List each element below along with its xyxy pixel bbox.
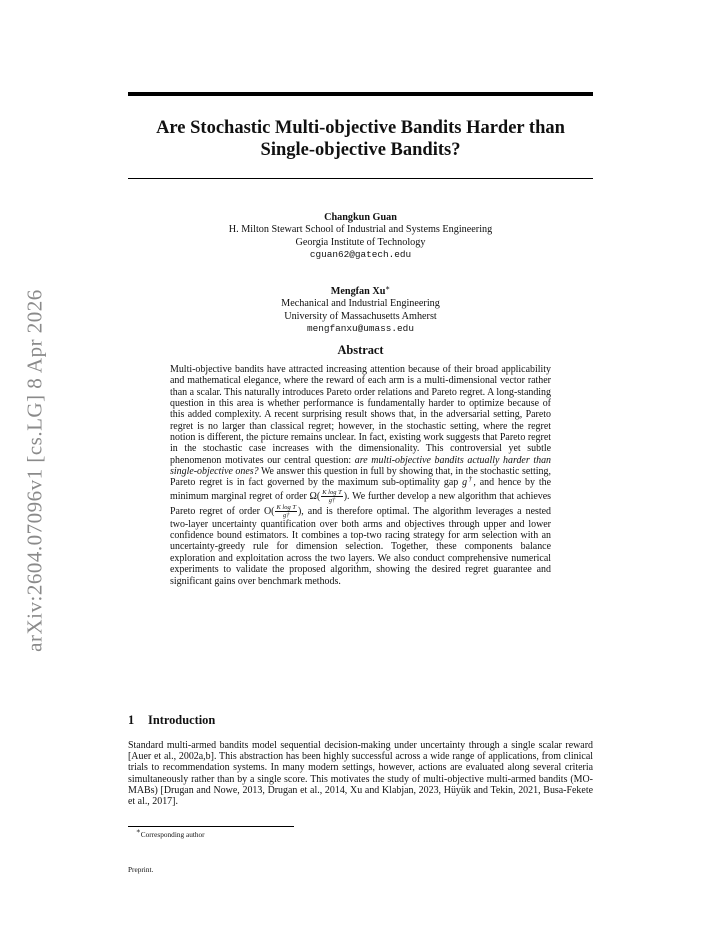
author-block-2 [128,286,593,336]
author-email[interactable]: mengfanxu@umass.edu [307,323,414,335]
author-institution: University of Massachusetts Amherst [284,310,437,322]
author-name: Changkun Guan [324,212,397,223]
section-number: 1 [128,713,135,727]
author-affiliation: H. Milton Stewart School of Industrial and Systems Engineering [228,224,493,236]
upper-bound-fraction: $\frac{\text{K log T}}{g\dagger}$ [276,503,296,519]
footnote-marker: ∗ [136,827,141,835]
introduction-paragraph: Standard multi-armed bandits model sequential decision-making under uncertainty through a single scalar reward [Auer et al., 2002a,b]. This abstraction has been highly successful across a wide range of applications, from clinical trials to recommendation systems. In many modern settings, however, actions are evaluated along several criteria simultaneously rather than by a single score. This motivates the study of multi-objective multi-armed bandits (MO-MABs) [Drugan and Nowe, 2013, Drugan et al., 2014, Xu and Klabjan, 2023, Hüyük and Tekin, 2021, Busa-Fekete et al., 2017]. [128,740,593,808]
abstract-body: Multi-objective bandits have attracted increasing attention because of their broad applicability and mathematical elegance, where the reward of each arm is a multi-dimensional vector rather than a scalar. This naturally introduces Pareto order relations and Pareto regret. A long-standing question in this area is whether performance is fundamentally harder to optimize because of this added complexity. A recent surprising result shows that, in the adversarial setting, Pareto regret is no larger than classical regret; however, in the stochastic setting, where the regret notion is different, the picture remains unclear. In fact, existing work suggests that Pareto regret in the stochastic case increases with the dimensionality. This controversial yet subtle phenomenon motivates our central question: are multi-objective bandits actually harder than single-objective ones? We answer this question in full by showing that, in the stochastic setting, Pareto regret is in fact governed by the maximum sub-optimality gap g†, and hence by the minimum marginal regret of order Ω( $\frac{\text{K log T}}{g\dagger}$ ). We further develop a new algorithm that achieves Pareto regret of order O( $\frac{\text{K log T}}{g\dagger}$ ), and is therefore optimal. The algorithm leverages a nested two-layer uncertainty quantification over both arms and objectives through upper and lower confidence bound estimators. It combines a top-two racing strategy for arm selection with an uncertainty-greedy rule for dimension selection. Together, these components balance exploration and exploitation across the two layers. We also conduct comprehensive numerical experiments to validate the proposed algorithm, showing the desired regret guarantee and significant gains over benchmark methods. [170,364,552,587]
title-top-rule [128,92,593,96]
abstract-heading: Abstract [337,343,384,357]
footnote [136,827,205,839]
title-line-1: Are Stochastic Multi-objective Bandits Harder than [156,118,565,138]
author-block-1 [128,212,593,262]
author-name: Mengfan Xu∗ [330,284,391,297]
footnote-rule [128,826,294,827]
footnote-text: Corresponding author [140,830,205,839]
preprint-label: Preprint. [128,865,154,874]
corresponding-author-marker: ∗ [385,284,391,292]
author-institution: Georgia Institute of Technology [295,236,426,248]
title-bottom-rule [128,178,593,179]
central-question: are multi-objective bandits actually harder than single-objective ones? [170,454,552,478]
lower-bound-fraction: $\frac{\text{K log T}}{g\dagger}$ [322,488,342,504]
title-line-2: Single-objective Bandits? [260,140,461,160]
author-affiliation: Mechanical and Industrial Engineering [281,298,440,310]
arxiv-identifier-stamp: arXiv:2604.07096v1 [cs.LG] 8 Apr 2026 [22,289,47,652]
section-title: Introduction [148,713,216,727]
author-email[interactable]: cguan62@gatech.edu [309,249,412,261]
section-heading-introduction [128,713,593,728]
gap-symbol: g† [462,475,474,489]
paper-title [128,117,593,161]
